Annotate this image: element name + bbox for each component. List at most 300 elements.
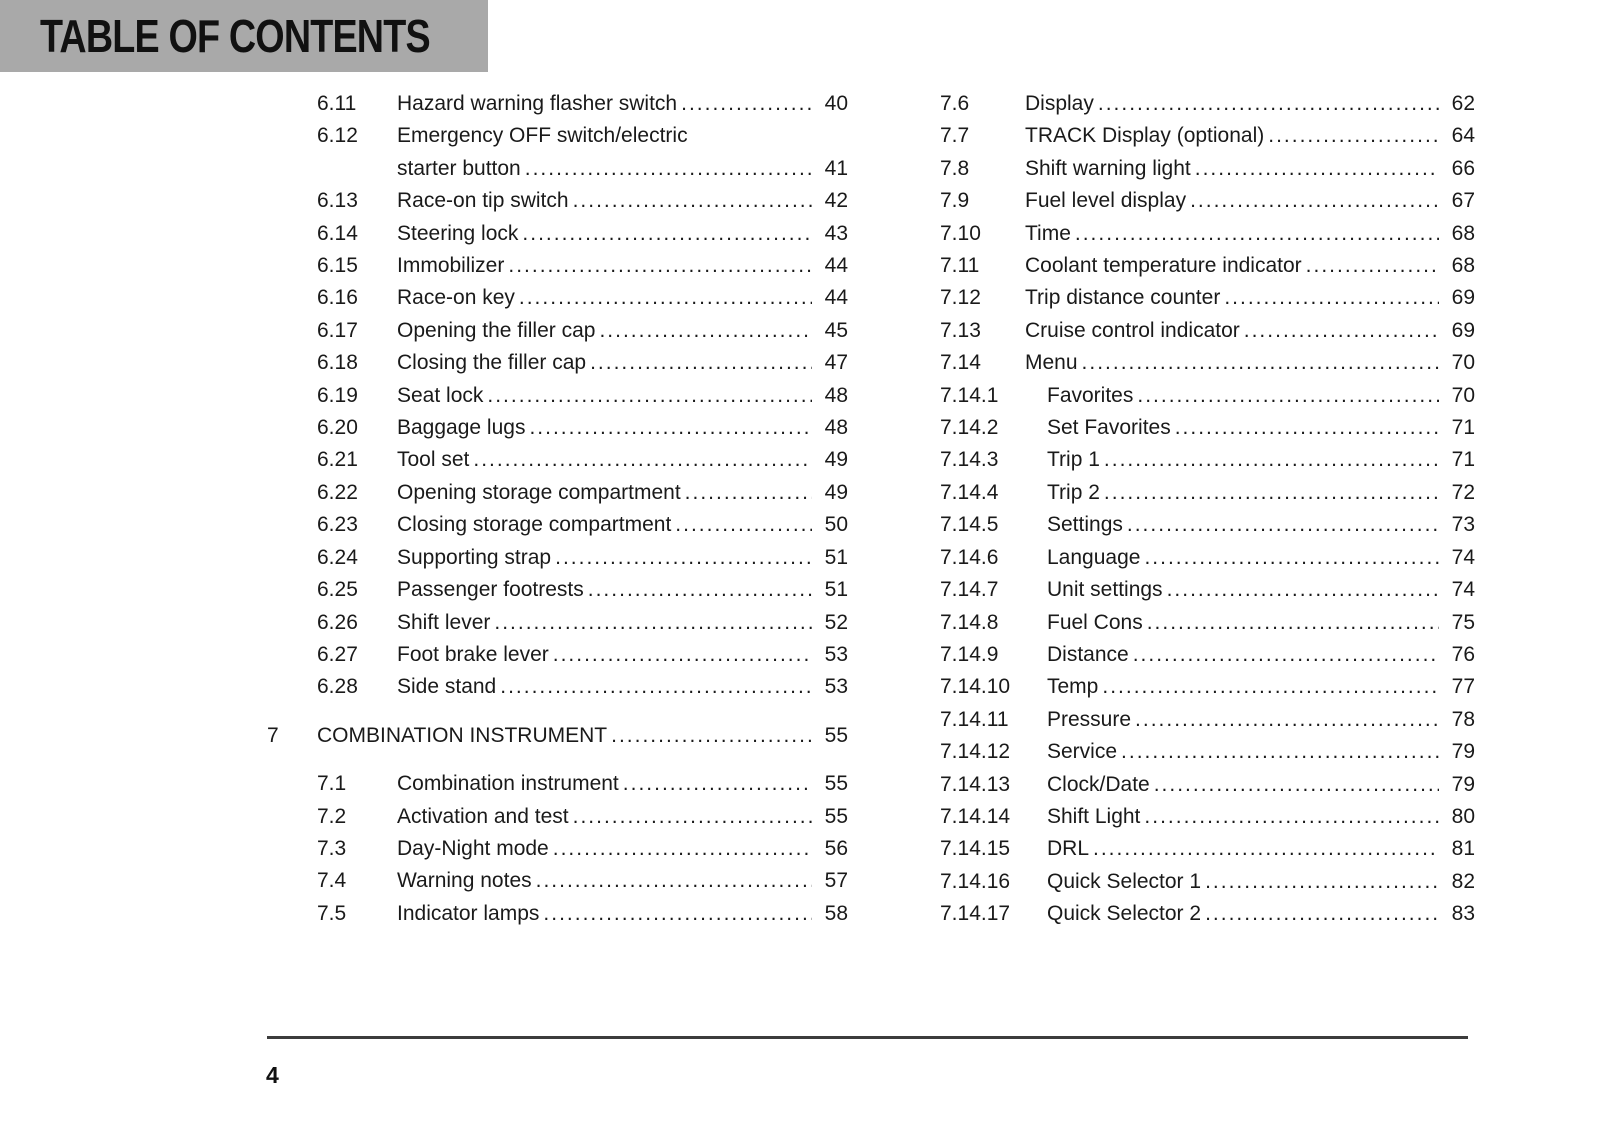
toc-entry-number: 6.25 [317,578,358,602]
toc-entry-line [397,477,848,509]
toc-entry-title: Quick Selector 1 [1047,869,1202,893]
toc-entry[interactable] [317,282,848,314]
toc-entry-title: Favorites [1047,383,1134,407]
toc-entry-page: 45 [824,318,848,342]
toc-entry-body [1025,120,1475,152]
toc-entry-page: 49 [824,448,848,472]
toc-entry-page: 72 [1451,480,1475,504]
dot-leader [1082,347,1439,379]
toc-entry-page: 83 [1451,902,1475,926]
toc-entry-number: 7.14.1 [940,383,999,407]
toc-entry-line [397,185,848,217]
toc-entry-page: 81 [1451,837,1475,861]
toc-entry-body [1025,574,1475,606]
toc-entry-body [1025,639,1475,671]
toc-entry[interactable] [317,607,848,639]
toc-entry-line [397,607,848,639]
toc-entry[interactable] [317,639,848,671]
toc-entry-number: 7.1 [317,772,347,796]
toc-entry-title: Trip 2 [1047,480,1100,504]
toc-entry-page: 57 [824,869,848,893]
toc-entry-title: Immobilizer [397,254,505,278]
toc-entry-body [397,315,848,347]
toc-entry-title: Time [1025,221,1071,245]
toc-entry-title: Clock/Date [1047,772,1150,796]
toc-entry-line [397,347,848,379]
toc-entry-page: 79 [1451,772,1475,796]
dot-leader [599,315,812,347]
toc-entry[interactable] [940,218,1475,250]
toc-entry-line [397,671,848,703]
dot-leader [553,639,812,671]
toc-entry-title: Baggage lugs [397,416,526,440]
toc-entry-page: 56 [824,836,848,860]
dot-leader [487,380,812,412]
toc-entry-number: 7.3 [317,836,347,860]
toc-entry-page: 40 [824,92,848,115]
toc-entry-title: Race-on tip switch [397,189,569,213]
toc-entry-line [397,88,848,120]
dot-leader [500,671,812,703]
toc-entry[interactable] [940,671,1475,703]
toc-entry-line [1025,185,1475,217]
toc-entry[interactable] [940,477,1475,509]
toc-entry-body [1025,185,1475,217]
dot-leader [588,574,812,606]
toc-entry-page: 53 [824,642,848,666]
toc-entry-line [1025,542,1475,574]
toc-entry[interactable] [940,801,1475,833]
toc-entry[interactable] [317,250,848,282]
toc-entry-number: 7.4 [317,869,347,893]
toc-entry-page: 80 [1451,804,1475,828]
toc-entry-body [1025,412,1475,444]
toc-entry-page: 73 [1451,513,1475,537]
dot-leader [1205,866,1439,898]
dot-leader [573,185,812,217]
toc-entry-line [1025,671,1475,703]
dot-leader [1167,574,1439,606]
toc-entry[interactable] [940,509,1475,541]
toc-entry-body [1025,866,1475,898]
toc-entry-line [397,542,848,574]
toc-entry-number: 7.14.3 [940,448,999,472]
toc-entry-page: 70 [1451,351,1475,375]
toc-entry-title: TRACK Display (optional) [1025,124,1265,148]
toc-entry-page: 68 [1451,254,1475,278]
toc-entry[interactable] [940,736,1475,768]
toc-entry-title: Indicator lamps [397,901,540,925]
toc-entry-page: 49 [824,480,848,504]
toc-entry-page: 79 [1451,740,1475,764]
toc-entry-number: 7.14.5 [940,513,999,537]
toc-entry-number: 7.11 [940,254,980,278]
toc-entry[interactable] [317,88,848,120]
toc-entry-title: Closing the filler cap [397,351,587,375]
toc-entry[interactable] [317,444,848,476]
toc-entry-line [1025,412,1475,444]
toc-entry-number: 7.14.14 [940,804,1011,828]
toc-entry-title: Trip distance counter [1025,286,1221,310]
toc-entry-line [1025,218,1475,250]
toc-entry[interactable] [317,801,848,833]
toc-entry-page: 69 [1451,318,1475,342]
toc-entry-line [397,380,848,412]
toc-entry-line [397,315,848,347]
toc-entry-title: Trip 1 [1047,448,1100,472]
toc-entry-number: 6.28 [317,675,358,699]
dot-leader [1133,639,1439,671]
toc-entry-title: Quick Selector 2 [1047,902,1202,926]
toc-entry[interactable] [940,769,1475,801]
page-header [0,0,488,72]
toc-entry-line [1025,574,1475,606]
toc-entry-number: 7.14.6 [940,545,999,569]
toc-entry-number: 7.5 [317,901,347,925]
toc-entry-title: Activation and test [397,804,569,828]
toc-entry[interactable] [940,866,1475,898]
toc-entry-number: 6.19 [317,383,358,407]
toc-entry-body [397,801,848,833]
toc-entry-page: 55 [824,723,848,747]
toc-entry-line [1025,898,1475,930]
dot-leader [590,347,812,379]
toc-entry-line [1025,315,1475,347]
toc-entry-page: 70 [1451,383,1475,407]
toc-entry[interactable] [940,185,1475,217]
dot-leader [623,768,812,800]
toc-entry-line [1025,477,1475,509]
toc-entry-title: Supporting strap [397,545,552,569]
toc-entry[interactable] [317,477,848,509]
toc-entry-line [397,898,848,930]
toc-entry-body [397,509,848,541]
dot-leader [508,250,812,282]
toc-entry-line [317,720,848,752]
toc-entry-number: 7.14.15 [940,837,1011,861]
toc-entry-title: Shift Light [1047,804,1141,828]
toc-entry-line [397,865,848,897]
toc-entry-line [1025,347,1475,379]
toc-entry-line [397,282,848,314]
toc-entry-body [1025,347,1475,379]
dot-leader [681,88,812,120]
toc-entry[interactable] [940,88,1475,120]
toc-entry-line [397,833,848,865]
toc-entry-body [1025,282,1475,314]
toc-entry-page: 71 [1451,448,1475,472]
toc-entry[interactable] [940,412,1475,444]
toc-entry-body [397,88,848,120]
dot-leader [1135,704,1439,736]
toc-entry-title: Shift lever [397,610,491,634]
toc-entry[interactable] [317,185,848,217]
toc-entry-page: 53 [824,675,848,699]
toc-entry-body [1025,250,1475,282]
toc-entry[interactable] [940,574,1475,606]
dot-leader [543,898,812,930]
toc-entry-title: Unit settings [1047,578,1163,602]
toc-entry-body [1025,380,1475,412]
toc-entry-line [1025,866,1475,898]
toc-entry-title: Language [1047,545,1141,569]
toc-entry-page: 42 [824,189,848,213]
toc-entry-line [397,250,848,282]
toc-entry[interactable] [317,120,848,185]
toc-entry-page: 77 [1451,675,1475,699]
dot-leader [573,801,812,833]
toc-entry-page: 41 [824,156,848,180]
toc-entry-body [397,347,848,379]
dot-leader [1098,88,1439,120]
toc-entry-title: Cruise control indicator [1025,318,1240,342]
toc-entry[interactable] [940,380,1475,412]
toc-entry-title: Combination instrument [397,772,619,796]
toc-entry-body [397,898,848,930]
dot-leader [1175,412,1439,444]
toc-entry-title-wrap: starter button [397,156,521,180]
toc-entry-line [397,120,848,152]
toc-entry-line [1025,704,1475,736]
toc-entry-number: 7.2 [317,804,347,828]
toc-entry-title: Fuel Cons [1047,610,1143,634]
toc-entry-page: 48 [824,416,848,440]
toc-entry[interactable] [940,315,1475,347]
toc-entry[interactable] [317,380,848,412]
toc-entry-body [1025,477,1475,509]
toc-entry-page: 50 [824,513,848,537]
dot-leader [611,720,812,752]
toc-entry-page: 74 [1451,578,1475,602]
toc-entry[interactable] [317,671,848,703]
toc-entry-line [397,444,848,476]
toc-entry-number: 7.14.9 [940,642,999,666]
toc-entry-body [397,574,848,606]
toc-entry-line [1025,153,1475,185]
toc-entry[interactable] [940,444,1475,476]
dot-leader [1093,833,1439,865]
toc-entry-title: Set Favorites [1047,416,1171,440]
dot-leader [1154,769,1439,801]
toc-entry-title: Service [1047,740,1118,764]
dot-leader [536,865,812,897]
toc-entry-title: Day-Night mode [397,836,549,860]
toc-entry-page: 66 [1451,156,1475,180]
toc-entry-body [1025,88,1475,120]
toc-entry-body [397,639,848,671]
dot-leader [1104,477,1439,509]
toc-entry-page: 76 [1451,642,1475,666]
toc-entry-line [397,412,848,444]
toc-section-entry[interactable] [267,720,848,752]
toc-entry[interactable] [317,865,848,897]
toc-entry-page: 48 [824,383,848,407]
dot-leader [529,412,812,444]
toc-entry-number: 6.26 [317,610,358,634]
toc-entry-line [397,801,848,833]
toc-entry-page: 52 [824,610,848,634]
toc-entry-number: 6.17 [317,318,358,342]
toc-entry-page: 71 [1451,416,1475,440]
page-title: TABLE OF CONTENTS [40,10,430,62]
toc-entry[interactable] [940,282,1475,314]
dot-leader [555,542,812,574]
toc-entry-number: 7.8 [940,156,970,180]
toc-entry-body [1025,704,1475,736]
toc-entry-title: Temp [1047,675,1099,699]
toc-entry-body [397,412,848,444]
toc-entry-body [1025,769,1475,801]
toc-entry[interactable] [317,768,848,800]
toc-entry-body [397,380,848,412]
toc-entry-page: 55 [824,772,848,796]
toc-entry-body [1025,671,1475,703]
toc-entry-number: 7.6 [940,92,970,115]
dot-leader [1127,509,1439,541]
toc-entry[interactable] [317,509,848,541]
toc-entry-line [1025,509,1475,541]
dot-leader [675,509,812,541]
toc-entry[interactable] [940,347,1475,379]
toc-entry-title: Shift warning light [1025,156,1191,180]
toc-entry-page: 78 [1451,707,1475,731]
toc-entry-body [397,542,848,574]
dot-leader [494,607,812,639]
toc-entry[interactable] [317,574,848,606]
toc-entry-line [1025,801,1475,833]
dot-leader [522,218,812,250]
toc-entry-line [397,768,848,800]
toc-entry-number: 7.13 [940,318,981,342]
toc-entry-line [1025,607,1475,639]
toc-entry[interactable] [317,347,848,379]
toc-entry-title: Menu [1025,351,1078,375]
toc-entry-page: 58 [824,901,848,925]
dot-leader [1205,898,1439,930]
toc-entry-title: DRL [1047,837,1090,861]
toc-entry-number: 7.14.2 [940,416,999,440]
toc-entry-number: 6.22 [317,480,358,504]
toc-entry-body [1025,542,1475,574]
footer-rule [267,1036,1468,1039]
toc-entry-number: 7.14.16 [940,869,1011,893]
toc-entry[interactable] [940,833,1475,865]
toc-entry-number: 6.11 [317,92,357,115]
toc-entry-body [397,671,848,703]
toc-entry-number: 6.12 [317,124,358,148]
toc-entry-line [1025,639,1475,671]
toc-entry-line [1025,769,1475,801]
toc-entry-number: 7.14.8 [940,610,999,634]
toc-entry-number: 7.12 [940,286,981,310]
toc-entry-number: 6.15 [317,254,358,278]
toc-entry-body [397,477,848,509]
dot-leader [1075,218,1439,250]
toc-entry-line [397,509,848,541]
dot-leader [1104,444,1439,476]
toc-entry-line [397,574,848,606]
toc-entry-line [1025,120,1475,152]
toc-entry-title: Race-on key [397,286,515,310]
toc-entry-title: Settings [1047,513,1123,537]
toc-entry-number: 7.14.11 [940,707,1009,731]
toc-entry-number: 7.14.12 [940,740,1011,764]
toc-entry-line [397,153,848,185]
toc-entry-body [397,250,848,282]
toc-entry-title: Tool set [397,448,470,472]
dot-leader [473,444,812,476]
toc-entry-number: 7.10 [940,221,981,245]
toc-entry-body [397,444,848,476]
toc-entry-page: 44 [824,286,848,310]
toc-entry-page: 69 [1451,286,1475,310]
toc-entry-title: Closing storage compartment [397,513,672,537]
toc-entry-number: 6.20 [317,416,358,440]
dot-leader [1224,282,1439,314]
toc-entry-body [397,768,848,800]
toc-entry[interactable] [317,898,848,930]
toc-entry-body [1025,509,1475,541]
toc-entry-title: Seat lock [397,383,484,407]
toc-entry[interactable] [940,607,1475,639]
toc-entry[interactable] [940,704,1475,736]
toc-entry[interactable] [940,639,1475,671]
toc-entry-body [1025,736,1475,768]
toc-entry-body [1025,315,1475,347]
toc-entry-page: 68 [1451,221,1475,245]
toc-entry[interactable] [940,153,1475,185]
dot-leader [1195,153,1439,185]
toc-entry-number: 6.16 [317,286,358,310]
toc-entry-page: 62 [1451,92,1475,115]
toc-entry[interactable] [317,315,848,347]
dot-leader [525,153,812,185]
toc-entry-line [1025,88,1475,120]
toc-entry[interactable] [317,833,848,865]
toc-entry-body [1025,607,1475,639]
toc-entry-page: 51 [824,578,848,602]
toc-entry[interactable] [940,898,1475,930]
toc-entry[interactable] [940,542,1475,574]
toc-entry-page: 51 [824,545,848,569]
toc-entry-title: Emergency OFF switch/electric [397,124,688,148]
toc-entry[interactable] [317,218,848,250]
toc-entry-title: COMBINATION INSTRUMENT [317,723,608,747]
toc-entry-body [317,720,848,752]
toc-entry-number: 6.24 [317,545,358,569]
toc-entry[interactable] [940,120,1475,152]
toc-entry-title: Steering lock [397,221,519,245]
dot-leader [519,282,812,314]
toc-entry[interactable] [317,412,848,444]
toc-entry-body [1025,218,1475,250]
toc-entry-page: 43 [824,221,848,245]
toc-entry-body [1025,444,1475,476]
toc-entry-body [397,120,848,185]
toc-entry-line [1025,833,1475,865]
toc-column-right [940,88,1475,931]
toc-entry-page: 44 [824,254,848,278]
toc-entry[interactable] [940,250,1475,282]
toc-entry-title: Side stand [397,675,497,699]
toc-entry[interactable] [317,542,848,574]
dot-leader [1144,801,1439,833]
dot-leader [1144,542,1439,574]
toc-entry-body [1025,898,1475,930]
toc-entry-line [397,218,848,250]
toc-entry-body [397,833,848,865]
toc-entry-page: 47 [824,351,848,375]
